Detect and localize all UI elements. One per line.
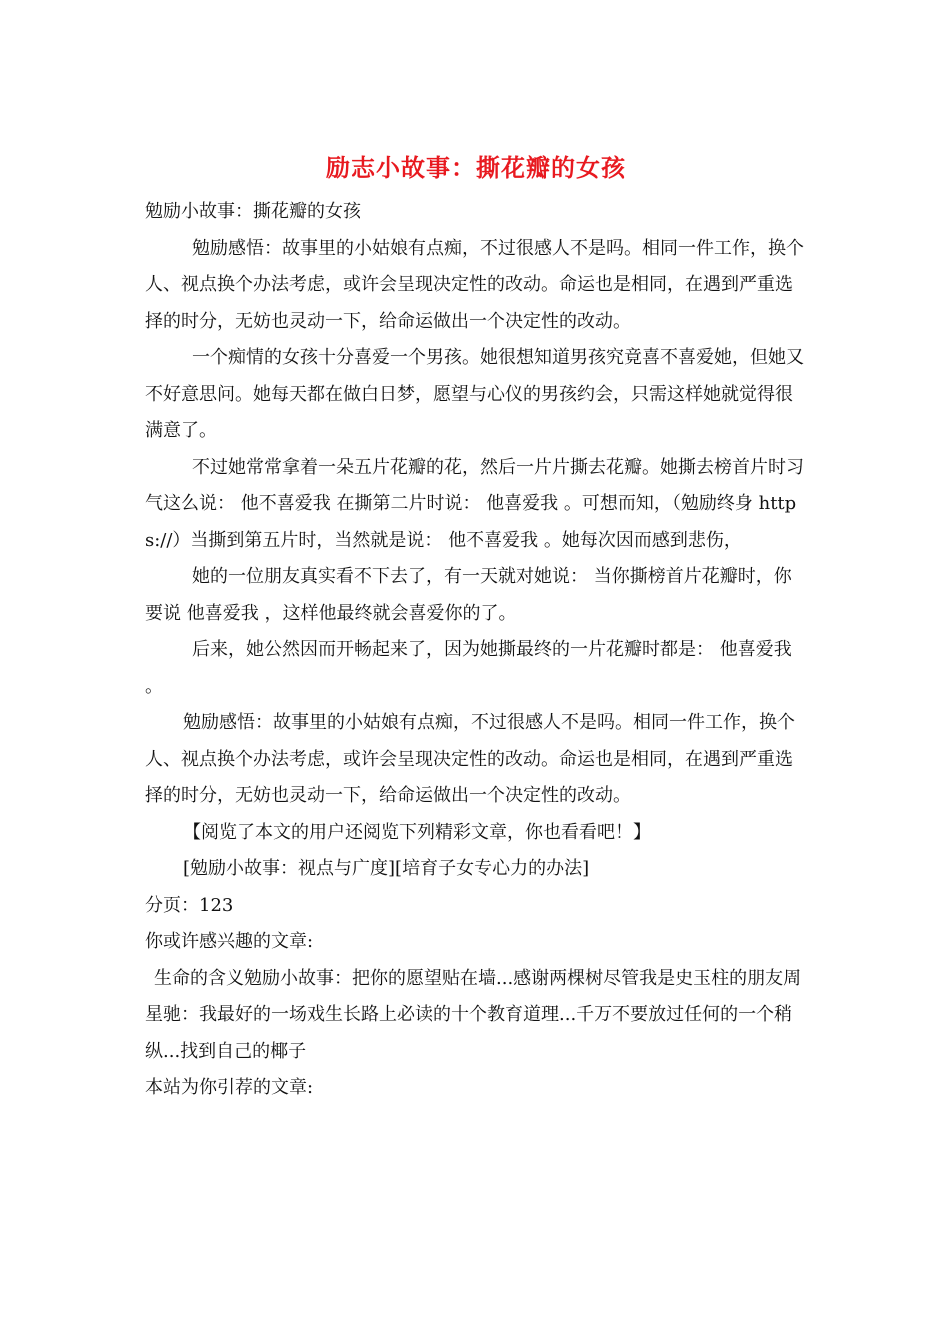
document-page bbox=[145, 148, 807, 1107]
pagination[interactable]: 分页：123 bbox=[145, 894, 234, 916]
related-links[interactable]: [勉励小故事：视点与广度][培育子女专心力的办法] bbox=[183, 858, 590, 879]
paragraph-story-3: 她的一位朋友真实看不下去了，有一天就对她说： 当你撕榜首片花瓣时，你要说 他喜爱我 ，这样他最终就会喜爱你的了。 bbox=[145, 566, 792, 624]
paragraph-insight-outro: 勉励感悟：故事里的小姑娘有点痴，不过很感人不是吗。相同一件工作，换个人、视点换个办法考虑，或许会呈现决定性的改动。命运也是相同，在遇到严重选择的时分，无妨也灵动一下，给命运做出一个决定性的改动。 bbox=[145, 712, 795, 806]
interest-list[interactable]: 生命的含义勉励小故事：把你的愿望贴在墙...感谢两棵树尽管我是史玉柱的朋友周星驰：我最好的一场戏生长路上必读的十个教育道理...千万不要放过任何的一个稍纵...找到自己的椰子 bbox=[145, 967, 802, 1062]
paragraph-story-2: 不过她常常拿着一朵五片花瓣的花，然后一片片撕去花瓣。她撕去榜首片时习气这么说： 他不喜爱我 在撕第二片时说： 他喜爱我 。可想而知，（勉励终身 https://）当撕到第五片时，当然就是说： 他不喜爱我 。她每次因而感到悲伤， bbox=[145, 456, 804, 551]
paragraph-story-1: 一个痴情的女孩十分喜爱一个男孩。她很想知道男孩究竟喜不喜爱她，但她又不好意思问。她每天都在做白日梦，愿望与心仪的男孩约会，只需这样她就觉得很满意了。 bbox=[145, 347, 804, 441]
paragraph-story-4: 后来，她公然因而开畅起来了，因为她撕最终的一片花瓣时都是： 他喜爱我 。 bbox=[145, 639, 792, 697]
document-title: 励志小故事：撕花瓣的女孩 bbox=[326, 153, 626, 182]
document-subtitle: 勉励小故事：撕花瓣的女孩 bbox=[145, 201, 361, 222]
paragraph-insight-intro: 勉励感悟：故事里的小姑娘有点痴，不过很感人不是吗。相同一件工作，换个人、视点换个办法考虑，或许会呈现决定性的改动。命运也是相同，在遇到严重选择的时分，无妨也灵动一下，给命运做出一个决定性的改动。 bbox=[145, 237, 804, 332]
site-recommend-heading: 本站为你引荐的文章: bbox=[145, 1077, 314, 1098]
recommend-heading: 【阅览了本文的用户还阅览下列精彩文章，你也看看吧！】 bbox=[183, 821, 651, 843]
interest-heading: 你或许感兴趣的文章: bbox=[145, 931, 314, 952]
